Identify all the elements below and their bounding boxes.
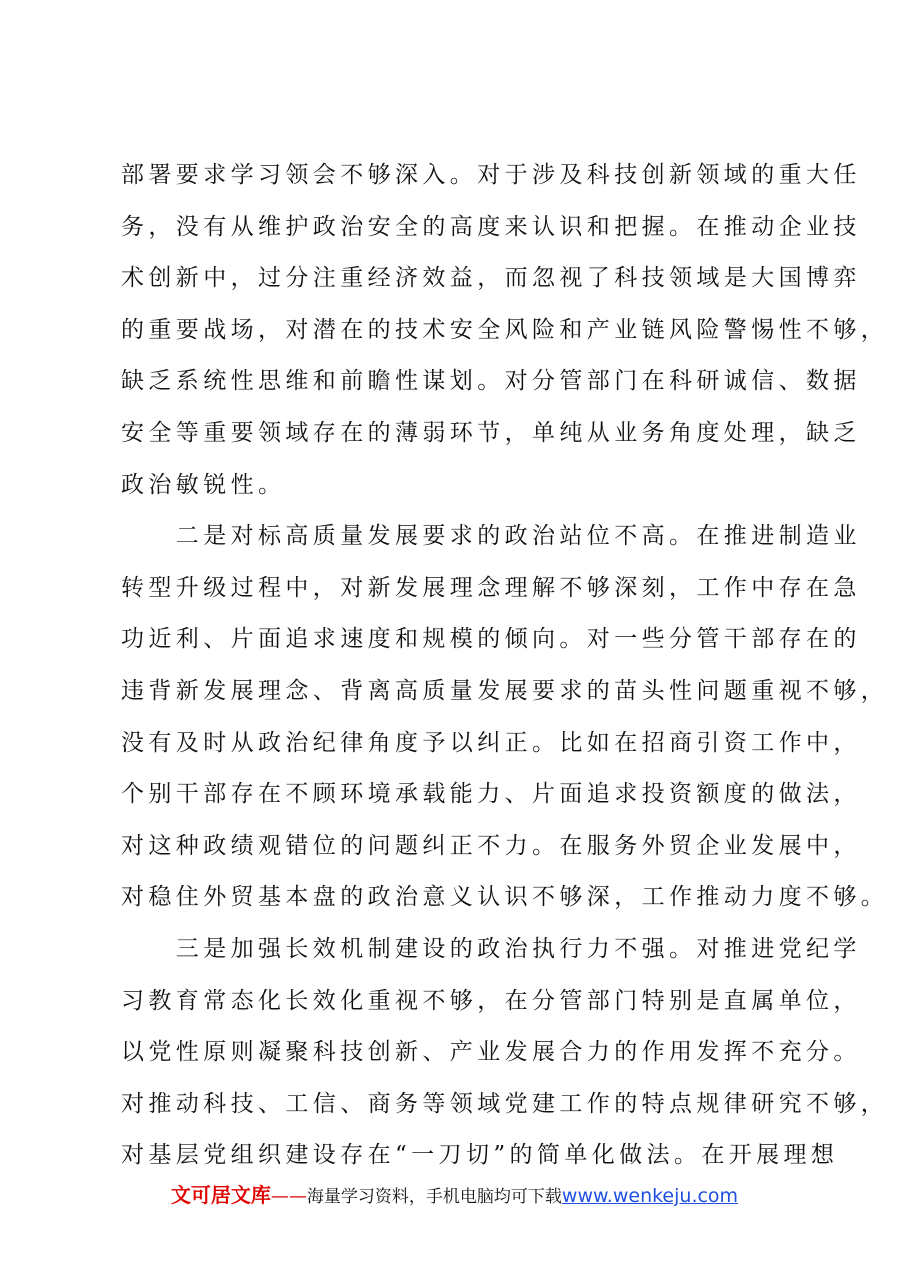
text-line: 部署要求学习领会不够深入。对于涉及科技创新领域的重大任 [121, 162, 861, 188]
text-line: 对稳住外贸基本盘的政治意义认识不够深，工作推动力度不够。 [121, 884, 889, 911]
text-line: 违背新发展理念、背离高质量发展要求的苗头性问题重视不够， [121, 677, 889, 704]
body-text [121, 150, 889, 1182]
text-line: 安全等重要领域存在的薄弱环节，单纯从业务角度处理，缺乏 [121, 419, 861, 446]
footer-dash: —— [270, 1186, 307, 1207]
text-line: 习教育常态化长效化重视不够，在分管部门特别是直属单位， [121, 987, 861, 1014]
text-line: 以党性原则凝聚科技创新、产业发展合力的作用发挥不充分。 [121, 1039, 861, 1066]
text-line: 缺乏系统性思维和前瞻性谋划。对分管部门在科研诚信、数据 [121, 368, 861, 395]
text-line: 对推动科技、工信、商务等领域党建工作的特点规律研究不够， [121, 1090, 889, 1117]
text-line: 的重要战场，对潜在的技术安全风险和产业链风险警惕性不够， [121, 316, 889, 343]
text-line: 三是加强长效机制建设的政治执行力不强。对推进党纪学 [121, 935, 861, 962]
text-line: 对基层党组织建设存在“一刀切”的简单化做法。在开展理想 [121, 1142, 839, 1169]
text-line: 二是对标高质量发展要求的政治站位不高。在推进制造业 [121, 523, 861, 550]
text-line: 功近利、片面追求速度和规模的倾向。对一些分管干部存在的 [121, 626, 861, 653]
footer-brand: 文可居文库 [170, 1183, 271, 1207]
footer-tagline: 海量学习资料，手机电脑均可下载 [306, 1187, 562, 1207]
text-line: 政治敏锐性。 [121, 471, 286, 498]
text-line: 务，没有从维护政治安全的高度来认识和把握。在推动企业技 [121, 213, 861, 240]
text-line: 术创新中，过分注重经济效益，而忽视了科技领域是大国博弈 [121, 265, 861, 292]
text-line: 转型升级过程中，对新发展理念理解不够深刻，工作中存在急 [121, 574, 861, 601]
footer-url-link[interactable]: www.wenkeju.com [561, 1185, 739, 1207]
text-line: 对这种政绩观错位的问题纠正不力。在服务外贸企业发展中， [121, 832, 861, 859]
text-line: 个别干部存在不顾环境承载能力、片面追求投资额度的做法， [121, 781, 861, 808]
text-line: 没有及时从政治纪律角度予以纠正。比如在招商引资工作中， [121, 729, 861, 756]
page-footer [0, 1179, 909, 1208]
